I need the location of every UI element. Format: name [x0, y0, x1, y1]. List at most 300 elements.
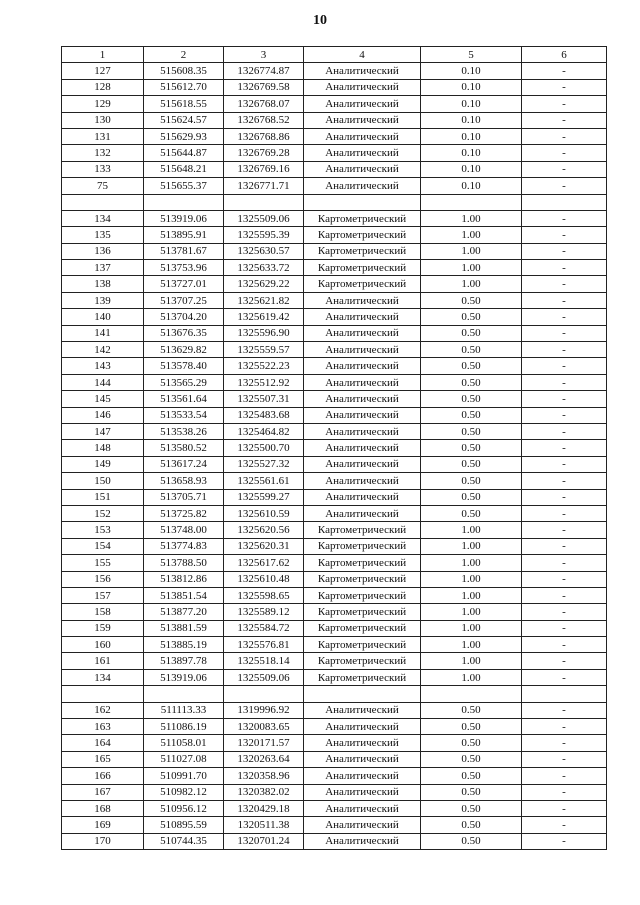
table-row [62, 637, 607, 653]
y-coordinate-cell: 1326768.52 [224, 112, 304, 128]
note-cell: - [522, 440, 607, 456]
y-coordinate-cell: 1325598.65 [224, 587, 304, 603]
point-number-cell: 147 [62, 423, 144, 439]
method-cell: Аналитический [304, 489, 421, 505]
y-coordinate-cell: 1325620.56 [224, 522, 304, 538]
accuracy-cell: 1.00 [421, 587, 522, 603]
point-number-cell: 133 [62, 161, 144, 177]
point-number-cell: 158 [62, 604, 144, 620]
method-cell: Картометрический [304, 604, 421, 620]
note-cell: - [522, 735, 607, 751]
table-row [62, 702, 607, 718]
point-number-cell: 156 [62, 571, 144, 587]
accuracy-cell: 0.10 [421, 161, 522, 177]
table-row [62, 735, 607, 751]
table-row [62, 817, 607, 833]
y-coordinate-cell [224, 686, 304, 702]
table-row [62, 686, 607, 702]
y-coordinate-cell: 1325610.59 [224, 505, 304, 521]
y-coordinate-cell: 1320358.96 [224, 768, 304, 784]
note-cell: - [522, 79, 607, 95]
note-cell: - [522, 128, 607, 144]
y-coordinate-cell: 1325629.22 [224, 276, 304, 292]
point-number-cell: 140 [62, 309, 144, 325]
note-cell: - [522, 96, 607, 112]
note-cell: - [522, 555, 607, 571]
x-coordinate-cell: 511113.33 [144, 702, 224, 718]
accuracy-cell: 0.50 [421, 391, 522, 407]
point-number-cell: 152 [62, 505, 144, 521]
point-number-cell: 165 [62, 751, 144, 767]
x-coordinate-cell: 513676.35 [144, 325, 224, 341]
table-row [62, 522, 607, 538]
method-cell: Аналитический [304, 735, 421, 751]
point-number-cell: 154 [62, 538, 144, 554]
method-cell: Картометрический [304, 538, 421, 554]
table-row [62, 243, 607, 259]
method-cell: Аналитический [304, 79, 421, 95]
y-coordinate-cell: 1325509.06 [224, 210, 304, 226]
note-cell: - [522, 178, 607, 194]
point-number-cell: 162 [62, 702, 144, 718]
point-number-cell: 153 [62, 522, 144, 538]
table-row [62, 784, 607, 800]
accuracy-cell: 0.50 [421, 489, 522, 505]
x-coordinate-cell: 513565.29 [144, 374, 224, 390]
method-cell: Аналитический [304, 423, 421, 439]
x-coordinate-cell: 511086.19 [144, 719, 224, 735]
note-cell [522, 194, 607, 210]
note-cell: - [522, 489, 607, 505]
table-row [62, 768, 607, 784]
note-cell: - [522, 620, 607, 636]
point-number-cell: 139 [62, 292, 144, 308]
column-header: 6 [522, 47, 607, 63]
point-number-cell: 155 [62, 555, 144, 571]
method-cell: Аналитический [304, 768, 421, 784]
point-number-cell: 160 [62, 637, 144, 653]
x-coordinate-cell: 513705.71 [144, 489, 224, 505]
x-coordinate-cell: 515612.70 [144, 79, 224, 95]
point-number-cell: 136 [62, 243, 144, 259]
method-cell: Картометрический [304, 587, 421, 603]
x-coordinate-cell: 515648.21 [144, 161, 224, 177]
table-row [62, 145, 607, 161]
table-row [62, 620, 607, 636]
y-coordinate-cell [224, 194, 304, 210]
accuracy-cell: 1.00 [421, 227, 522, 243]
method-cell: Аналитический [304, 161, 421, 177]
accuracy-cell: 1.00 [421, 604, 522, 620]
coordinates-table [61, 46, 607, 850]
method-cell: Картометрический [304, 276, 421, 292]
table-row [62, 374, 607, 390]
table-row [62, 260, 607, 276]
y-coordinate-cell: 1325620.31 [224, 538, 304, 554]
table-row [62, 63, 607, 79]
method-cell: Аналитический [304, 358, 421, 374]
note-cell: - [522, 374, 607, 390]
note-cell: - [522, 243, 607, 259]
column-header: 4 [304, 47, 421, 63]
x-coordinate-cell [144, 686, 224, 702]
method-cell: Аналитический [304, 178, 421, 194]
method-cell: Аналитический [304, 342, 421, 358]
y-coordinate-cell: 1320429.18 [224, 800, 304, 816]
point-number-cell: 132 [62, 145, 144, 161]
note-cell: - [522, 112, 607, 128]
method-cell: Аналитический [304, 473, 421, 489]
note-cell: - [522, 309, 607, 325]
point-number-cell: 159 [62, 620, 144, 636]
method-cell: Аналитический [304, 96, 421, 112]
y-coordinate-cell: 1325621.82 [224, 292, 304, 308]
table-row [62, 800, 607, 816]
accuracy-cell: 0.50 [421, 342, 522, 358]
note-cell: - [522, 358, 607, 374]
point-number-cell: 130 [62, 112, 144, 128]
method-cell: Аналитический [304, 833, 421, 849]
table-row [62, 407, 607, 423]
x-coordinate-cell: 515629.93 [144, 128, 224, 144]
y-coordinate-cell: 1325584.72 [224, 620, 304, 636]
x-coordinate-cell [144, 194, 224, 210]
y-coordinate-cell: 1326774.87 [224, 63, 304, 79]
accuracy-cell: 0.50 [421, 817, 522, 833]
point-number-cell: 157 [62, 587, 144, 603]
column-header: 5 [421, 47, 522, 63]
accuracy-cell: 0.50 [421, 440, 522, 456]
point-number-cell [62, 686, 144, 702]
table-row [62, 653, 607, 669]
accuracy-cell: 1.00 [421, 210, 522, 226]
note-cell: - [522, 702, 607, 718]
table-row [62, 604, 607, 620]
point-number-cell: 164 [62, 735, 144, 751]
note-cell: - [522, 833, 607, 849]
table-row [62, 423, 607, 439]
x-coordinate-cell: 513727.01 [144, 276, 224, 292]
accuracy-cell: 1.00 [421, 538, 522, 554]
note-cell: - [522, 538, 607, 554]
method-cell: Аналитический [304, 63, 421, 79]
x-coordinate-cell: 515624.57 [144, 112, 224, 128]
method-cell: Картометрический [304, 620, 421, 636]
y-coordinate-cell: 1325610.48 [224, 571, 304, 587]
accuracy-cell: 0.50 [421, 325, 522, 341]
table-row [62, 276, 607, 292]
table-row [62, 571, 607, 587]
accuracy-cell: 0.50 [421, 505, 522, 521]
point-number-cell: 144 [62, 374, 144, 390]
y-coordinate-cell: 1325576.81 [224, 637, 304, 653]
accuracy-cell: 0.50 [421, 784, 522, 800]
table-row [62, 194, 607, 210]
y-coordinate-cell: 1325509.06 [224, 669, 304, 685]
x-coordinate-cell: 515655.37 [144, 178, 224, 194]
point-number-cell: 135 [62, 227, 144, 243]
point-number-cell [62, 194, 144, 210]
method-cell: Аналитический [304, 784, 421, 800]
x-coordinate-cell: 513897.78 [144, 653, 224, 669]
table-row [62, 161, 607, 177]
point-number-cell: 141 [62, 325, 144, 341]
accuracy-cell: 0.50 [421, 456, 522, 472]
point-number-cell: 167 [62, 784, 144, 800]
note-cell: - [522, 817, 607, 833]
note-cell: - [522, 604, 607, 620]
note-cell: - [522, 653, 607, 669]
y-coordinate-cell: 1325561.61 [224, 473, 304, 489]
column-header: 3 [224, 47, 304, 63]
note-cell: - [522, 522, 607, 538]
note-cell: - [522, 292, 607, 308]
accuracy-cell: 1.00 [421, 669, 522, 685]
method-cell: Аналитический [304, 440, 421, 456]
y-coordinate-cell: 1326769.28 [224, 145, 304, 161]
y-coordinate-cell: 1325599.27 [224, 489, 304, 505]
point-number-cell: 138 [62, 276, 144, 292]
x-coordinate-cell: 513748.00 [144, 522, 224, 538]
table-header-row [62, 47, 607, 63]
x-coordinate-cell: 513781.67 [144, 243, 224, 259]
accuracy-cell: 1.00 [421, 260, 522, 276]
point-number-cell: 163 [62, 719, 144, 735]
accuracy-cell: 0.50 [421, 473, 522, 489]
accuracy-cell: 0.10 [421, 145, 522, 161]
y-coordinate-cell: 1325483.68 [224, 407, 304, 423]
table-body [62, 63, 607, 850]
x-coordinate-cell: 513919.06 [144, 669, 224, 685]
point-number-cell: 137 [62, 260, 144, 276]
note-cell: - [522, 784, 607, 800]
method-cell: Аналитический [304, 112, 421, 128]
method-cell: Аналитический [304, 325, 421, 341]
point-number-cell: 143 [62, 358, 144, 374]
x-coordinate-cell: 513725.82 [144, 505, 224, 521]
table-row [62, 751, 607, 767]
note-cell: - [522, 456, 607, 472]
table-row [62, 342, 607, 358]
method-cell: Картометрический [304, 555, 421, 571]
point-number-cell: 128 [62, 79, 144, 95]
y-coordinate-cell: 1325595.39 [224, 227, 304, 243]
point-number-cell: 146 [62, 407, 144, 423]
accuracy-cell: 1.00 [421, 620, 522, 636]
y-coordinate-cell: 1325527.32 [224, 456, 304, 472]
page-number: 10 [313, 13, 327, 28]
accuracy-cell: 0.50 [421, 374, 522, 390]
x-coordinate-cell: 513578.40 [144, 358, 224, 374]
x-coordinate-cell: 511027.08 [144, 751, 224, 767]
method-cell: Картометрический [304, 653, 421, 669]
accuracy-cell: 0.50 [421, 719, 522, 735]
method-cell: Аналитический [304, 702, 421, 718]
method-cell: Картометрический [304, 637, 421, 653]
accuracy-cell: 0.50 [421, 768, 522, 784]
point-number-cell: 168 [62, 800, 144, 816]
y-coordinate-cell: 1325596.90 [224, 325, 304, 341]
method-cell: Аналитический [304, 505, 421, 521]
x-coordinate-cell: 515608.35 [144, 63, 224, 79]
x-coordinate-cell: 513774.83 [144, 538, 224, 554]
note-cell: - [522, 145, 607, 161]
note-cell: - [522, 669, 607, 685]
point-number-cell: 129 [62, 96, 144, 112]
x-coordinate-cell: 510991.70 [144, 768, 224, 784]
y-coordinate-cell: 1326771.71 [224, 178, 304, 194]
table-row [62, 538, 607, 554]
method-cell: Картометрический [304, 210, 421, 226]
x-coordinate-cell: 513877.20 [144, 604, 224, 620]
method-cell: Картометрический [304, 260, 421, 276]
accuracy-cell: 0.10 [421, 128, 522, 144]
accuracy-cell: 1.00 [421, 637, 522, 653]
note-cell: - [522, 276, 607, 292]
x-coordinate-cell: 513885.19 [144, 637, 224, 653]
note-cell: - [522, 227, 607, 243]
x-coordinate-cell: 510895.59 [144, 817, 224, 833]
x-coordinate-cell: 513629.82 [144, 342, 224, 358]
accuracy-cell: 0.10 [421, 178, 522, 194]
table-row [62, 719, 607, 735]
note-cell: - [522, 800, 607, 816]
y-coordinate-cell: 1320382.02 [224, 784, 304, 800]
accuracy-cell: 0.50 [421, 423, 522, 439]
point-number-cell: 75 [62, 178, 144, 194]
method-cell: Аналитический [304, 145, 421, 161]
note-cell: - [522, 505, 607, 521]
accuracy-cell: 0.10 [421, 79, 522, 95]
table-row [62, 669, 607, 685]
x-coordinate-cell: 513658.93 [144, 473, 224, 489]
note-cell: - [522, 768, 607, 784]
column-header: 2 [144, 47, 224, 63]
method-cell: Аналитический [304, 292, 421, 308]
x-coordinate-cell: 513788.50 [144, 555, 224, 571]
point-number-cell: 149 [62, 456, 144, 472]
point-number-cell: 142 [62, 342, 144, 358]
y-coordinate-cell: 1319996.92 [224, 702, 304, 718]
method-cell: Аналитический [304, 309, 421, 325]
point-number-cell: 151 [62, 489, 144, 505]
accuracy-cell: 1.00 [421, 276, 522, 292]
y-coordinate-cell: 1326769.16 [224, 161, 304, 177]
table-row [62, 112, 607, 128]
accuracy-cell: 1.00 [421, 653, 522, 669]
accuracy-cell: 0.50 [421, 407, 522, 423]
y-coordinate-cell: 1325507.31 [224, 391, 304, 407]
method-cell: Аналитический [304, 456, 421, 472]
x-coordinate-cell: 513538.26 [144, 423, 224, 439]
note-cell: - [522, 260, 607, 276]
method-cell [304, 686, 421, 702]
x-coordinate-cell: 513561.64 [144, 391, 224, 407]
accuracy-cell: 1.00 [421, 555, 522, 571]
table-row [62, 178, 607, 194]
table-row [62, 456, 607, 472]
accuracy-cell: 0.10 [421, 96, 522, 112]
accuracy-cell: 0.10 [421, 63, 522, 79]
point-number-cell: 166 [62, 768, 144, 784]
y-coordinate-cell: 1320511.38 [224, 817, 304, 833]
y-coordinate-cell: 1325464.82 [224, 423, 304, 439]
table-row [62, 309, 607, 325]
note-cell: - [522, 473, 607, 489]
method-cell: Картометрический [304, 571, 421, 587]
y-coordinate-cell: 1325522.23 [224, 358, 304, 374]
table-row [62, 391, 607, 407]
table-row [62, 358, 607, 374]
point-number-cell: 134 [62, 210, 144, 226]
accuracy-cell [421, 194, 522, 210]
note-cell: - [522, 407, 607, 423]
x-coordinate-cell: 513812.86 [144, 571, 224, 587]
table-row [62, 473, 607, 489]
table-row [62, 227, 607, 243]
y-coordinate-cell: 1326769.58 [224, 79, 304, 95]
y-coordinate-cell: 1325500.70 [224, 440, 304, 456]
point-number-cell: 131 [62, 128, 144, 144]
note-cell: - [522, 63, 607, 79]
accuracy-cell: 0.50 [421, 309, 522, 325]
accuracy-cell: 0.50 [421, 735, 522, 751]
x-coordinate-cell: 513533.54 [144, 407, 224, 423]
table-row [62, 505, 607, 521]
x-coordinate-cell: 510744.35 [144, 833, 224, 849]
point-number-cell: 150 [62, 473, 144, 489]
x-coordinate-cell: 513851.54 [144, 587, 224, 603]
y-coordinate-cell: 1325518.14 [224, 653, 304, 669]
method-cell: Аналитический [304, 391, 421, 407]
table-row [62, 440, 607, 456]
accuracy-cell: 0.50 [421, 292, 522, 308]
y-coordinate-cell: 1326768.07 [224, 96, 304, 112]
table-row [62, 587, 607, 603]
method-cell: Аналитический [304, 751, 421, 767]
point-number-cell: 169 [62, 817, 144, 833]
note-cell: - [522, 587, 607, 603]
point-number-cell: 145 [62, 391, 144, 407]
method-cell: Картометрический [304, 227, 421, 243]
method-cell [304, 194, 421, 210]
accuracy-cell [421, 686, 522, 702]
method-cell: Аналитический [304, 128, 421, 144]
x-coordinate-cell: 513704.20 [144, 309, 224, 325]
table-row [62, 96, 607, 112]
point-number-cell: 170 [62, 833, 144, 849]
note-cell: - [522, 719, 607, 735]
point-number-cell: 134 [62, 669, 144, 685]
accuracy-cell: 1.00 [421, 522, 522, 538]
accuracy-cell: 0.10 [421, 112, 522, 128]
method-cell: Аналитический [304, 719, 421, 735]
x-coordinate-cell: 511058.01 [144, 735, 224, 751]
y-coordinate-cell: 1325589.12 [224, 604, 304, 620]
y-coordinate-cell: 1325630.57 [224, 243, 304, 259]
table-row [62, 292, 607, 308]
x-coordinate-cell: 513707.25 [144, 292, 224, 308]
y-coordinate-cell: 1326768.86 [224, 128, 304, 144]
method-cell: Аналитический [304, 407, 421, 423]
x-coordinate-cell: 513881.59 [144, 620, 224, 636]
x-coordinate-cell: 513580.52 [144, 440, 224, 456]
table-row [62, 555, 607, 571]
column-header: 1 [62, 47, 144, 63]
note-cell: - [522, 391, 607, 407]
y-coordinate-cell: 1325633.72 [224, 260, 304, 276]
note-cell: - [522, 637, 607, 653]
